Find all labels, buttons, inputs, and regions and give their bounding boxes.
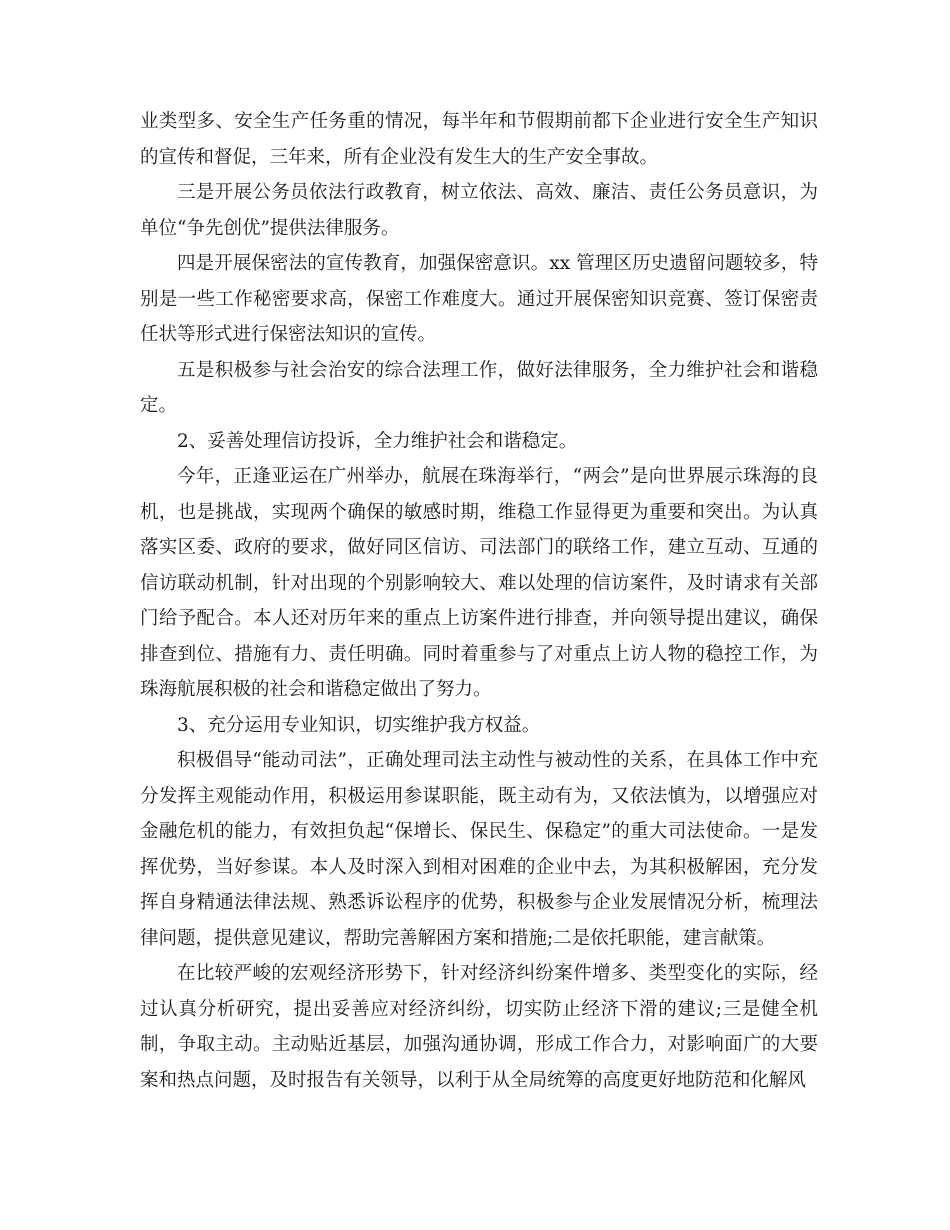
paragraph-petition-work: 今年，正逢亚运在广州举办，航展在珠海举行，“两会”是向世界展示珠海的良机，也是挑战，实现两个确保的敏感时期，维稳工作显得更为重要和突出。为认真落实区委、政府的要求，做好同区信访、司法部门的联络工作，建立互动、互通的信访联动机制，针对出现的个别影响较大、难以处理的信访案件，及时请求有关部门给予配合。本人还对历年来的重点上访案件进行排查，并向领导提出建议，确保排查到位、措施有力、责任明确。同时着重参与了对重点上访人物的稳控工作，为珠海航展积极的社会和谐稳定做出了努力。 — [140, 466, 818, 700]
paragraph-economic-disputes: 在比较严峻的宏观经济形势下，针对经济纠纷案件增多、类型变化的实际，经过认真分析研究，提出妥善应对经济纠纷，切实防止经济下滑的建议;三是健全机制，争取主动。主动贴近基层，加强沟通协调，形成工作合力，对影响面广的大要案和热点问题，及时报告有关领导，以利于从全局统筹的高度更好地防范和化解风 — [140, 963, 818, 1091]
paragraph-civil-servant-education: 三是开展公务员依法行政教育，树立依法、高效、廉洁、责任公务员意识，为单位“争先创优”提供法律服务。 — [140, 182, 818, 239]
paragraph-active-judiciary: 积极倡导“能动司法”，正确处理司法主动性与被动性的关系，在具体工作中充分发挥主观能动作用，积极运用参谋职能，既主动有为，又依法慎为，以增强应对金融危机的能力，有效担负起“保增长、保民生、保稳定”的重大司法使命。一是发挥优势，当好参谋。本人及时深入到相对困难的企业中去，为其积极解困，充分发挥自身精通法律法规、熟悉诉讼程序的优势，积极参与企业发展情况分析，梳理法律问题，提供意见建议，帮助完善解困方案和措施;二是依托职能，建言献策。 — [140, 750, 818, 949]
section-heading-professional-knowledge: 3、充分运用专业知识，切实维护我方权益。 — [177, 714, 541, 736]
paragraph-secrecy-law: 四是开展保密法的宣传教育，加强保密意识。xx 管理区历史遗留问题较多，特别是一些工作秘密要求高，保密工作难度大。通过开展保密知识竞赛、签订保密责任状等形式进行保密法知识的宣传。 — [140, 253, 818, 345]
paragraph-continuation: 业类型多、安全生产任务重的情况，每半年和节假期前都下企业进行安全生产知识的宣传和督促，三年来，所有企业没有发生大的生产安全事故。 — [140, 111, 818, 168]
section-heading-petitions: 2、妥善处理信访投诉，全力维护社会和谐稳定。 — [177, 430, 578, 452]
paragraph-public-security: 五是积极参与社会治安的综合法理工作，做好法律服务，全力维护社会和谐稳定。 — [140, 359, 818, 416]
